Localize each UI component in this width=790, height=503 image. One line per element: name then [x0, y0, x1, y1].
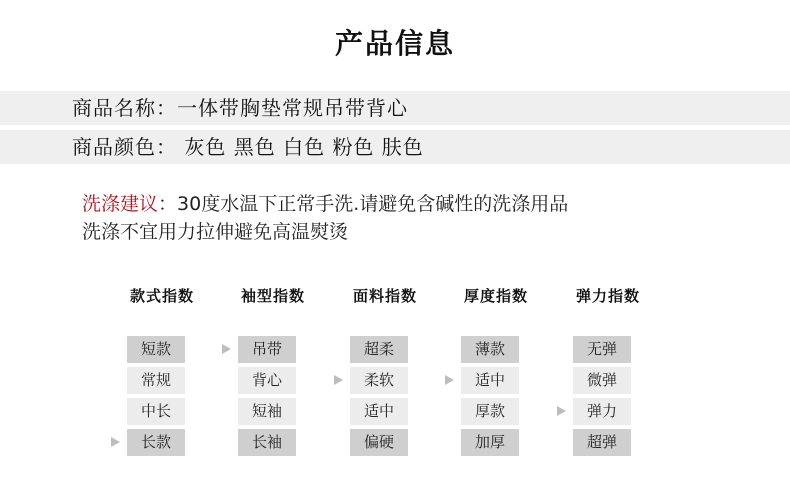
- index-header: 厚度指数: [463, 287, 528, 305]
- index-option-label: 适中: [461, 367, 519, 394]
- index-option: [218, 367, 328, 394]
- index-option: [330, 398, 440, 425]
- color-option: 粉色: [332, 135, 375, 159]
- index-option-label: 吊带: [238, 336, 296, 363]
- product-color-label: 商品颜色：: [72, 135, 177, 159]
- index-option: [107, 398, 217, 425]
- care-line-1: ：30度水温下正常手洗.请避免含碱性的洗涤用品: [158, 193, 569, 215]
- index-column: [553, 284, 663, 460]
- index-option: [441, 336, 551, 363]
- index-header: 袖型指数: [240, 287, 305, 305]
- index-option-label: 无弹: [573, 336, 631, 363]
- care-label: 洗涤建议: [82, 193, 159, 215]
- index-option-label: 长款: [127, 429, 185, 456]
- index-option: [441, 429, 551, 456]
- index-option: [218, 398, 328, 425]
- index-option: [553, 367, 663, 394]
- index-option-label: 柔软: [350, 367, 408, 394]
- product-color-row: [0, 130, 790, 164]
- index-option: [441, 398, 551, 425]
- index-column: [218, 284, 328, 460]
- product-name-row: [0, 91, 790, 125]
- index-option-label: 长袖: [238, 429, 296, 456]
- index-options: [330, 336, 440, 456]
- color-option: 白色: [283, 135, 326, 159]
- product-name-value: 一体带胸垫常规吊带背心: [177, 96, 408, 120]
- index-options: [553, 336, 663, 456]
- color-option: 肤色: [381, 135, 424, 159]
- index-option-selected: [218, 336, 328, 363]
- index-option-label: 短袖: [238, 398, 296, 425]
- index-header: 款式指数: [129, 287, 194, 305]
- selection-arrow-icon: [222, 344, 231, 354]
- index-option-selected: [107, 429, 217, 456]
- index-option-label: 超柔: [350, 336, 408, 363]
- index-option: [218, 429, 328, 456]
- index-option-label: 薄款: [461, 336, 519, 363]
- index-column: [107, 284, 217, 460]
- care-line-2: 洗涤不宜用力拉伸避免高温熨烫: [82, 221, 349, 243]
- index-option-label: 适中: [350, 398, 408, 425]
- index-option-label: 加厚: [461, 429, 519, 456]
- index-option-label: 中长: [127, 398, 185, 425]
- page-title: 产品信息: [334, 27, 455, 60]
- care-instructions: [82, 190, 568, 246]
- index-column: [441, 284, 551, 460]
- index-option-label: 微弹: [573, 367, 631, 394]
- index-options: [441, 336, 551, 456]
- index-option: [553, 429, 663, 456]
- selection-arrow-icon: [111, 437, 120, 447]
- index-options: [218, 336, 328, 456]
- color-option: 灰色: [184, 135, 227, 159]
- selection-arrow-icon: [557, 406, 566, 416]
- index-option-selected: [441, 367, 551, 394]
- index-option-label: 短款: [127, 336, 185, 363]
- index-header: 面料指数: [352, 287, 417, 305]
- index-option: [330, 336, 440, 363]
- index-option: [553, 336, 663, 363]
- index-option-selected: [330, 367, 440, 394]
- index-option-label: 常规: [127, 367, 185, 394]
- index-option-label: 背心: [238, 367, 296, 394]
- index-option-label: 偏硬: [350, 429, 408, 456]
- color-option: 黑色: [233, 135, 276, 159]
- product-name-label: 商品名称：: [72, 96, 177, 120]
- index-option-label: 弹力: [573, 398, 631, 425]
- index-option: [107, 336, 217, 363]
- selection-arrow-icon: [445, 375, 454, 385]
- index-option-label: 超弹: [573, 429, 631, 456]
- index-option: [330, 429, 440, 456]
- index-option-label: 厚款: [461, 398, 519, 425]
- index-options: [107, 336, 217, 456]
- index-header: 弹力指数: [575, 287, 640, 305]
- selection-arrow-icon: [334, 375, 343, 385]
- index-option-selected: [553, 398, 663, 425]
- index-column: [330, 284, 440, 460]
- index-option: [107, 367, 217, 394]
